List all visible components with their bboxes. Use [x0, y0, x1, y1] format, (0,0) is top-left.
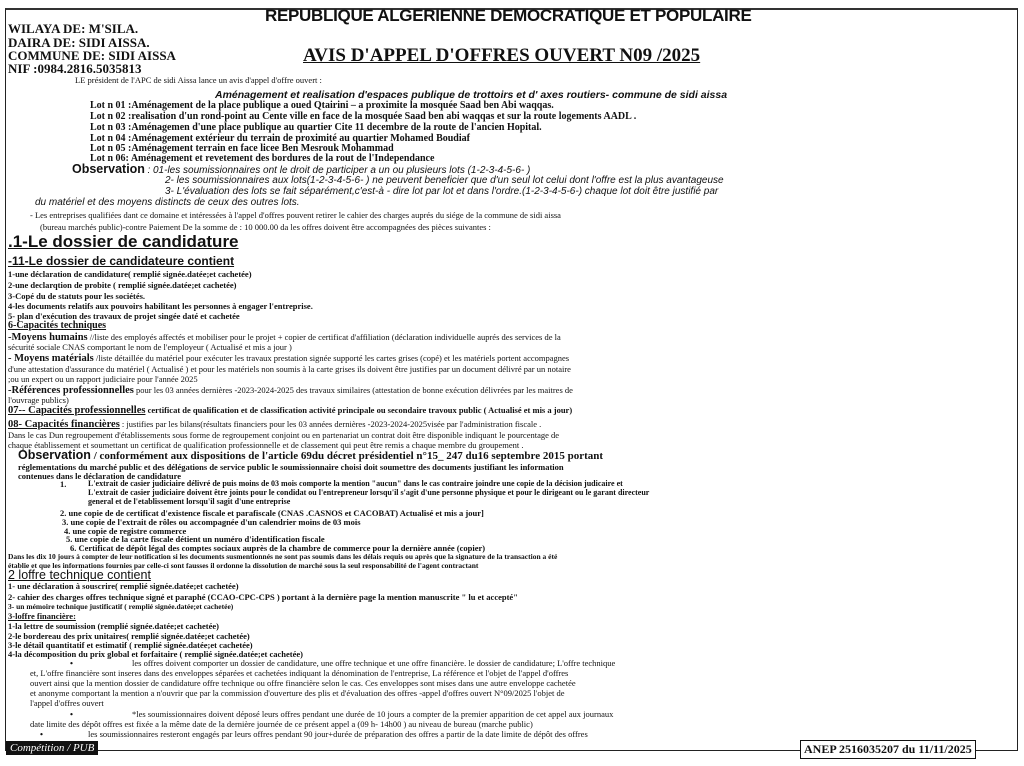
daira: DAIRA DE: SIDI AISSA. [8, 35, 150, 50]
dissolution-text: Dans les dix 10 jours à compter de leur notification si les documents susmentionnés ne sont pas soumis dans les délais requis ou après que la signature de la transaction a été [8, 552, 558, 561]
observation2-line: contenues dans le déclaration de candidature [18, 471, 182, 481]
dossier-item: 1-une déclaration de candidature( remplié signée.datée;et cachetée) [8, 269, 252, 279]
pieces-item: une copie de de certificat d'existence fiscale et parafiscale (CNAS .CASNOS et CACOBAT) Actualisé et mis a jour] [68, 508, 484, 518]
pieces-item: general et de l'etablissement lorsqu'il sagit d'une entreprise [88, 497, 291, 506]
observation2-line: réglementations du marché public et des délégations de service public le soumissionnaire choisi doit soumettre des documents justifiant les information [18, 462, 564, 472]
footer-competition-badge: Compétition / PUB [6, 741, 98, 755]
bullet: • [70, 658, 73, 668]
republic-heading: REPUBLIQUE ALGERIENNE DEMOCRATIQUE ET POPULAIRE [265, 6, 752, 25]
references-text: pour les 03 années dernières -2023-2024-2025 des travaux similaires (attestation de bonne exécution délivrées par les maitres de [133, 385, 573, 395]
capacites-pro-label: 07-- Capacités professionnelles [8, 405, 146, 416]
pieces-item-number: 3. [62, 517, 69, 527]
dossier-item: 3-Copé du de statuts pour les sociétés. [8, 291, 146, 301]
closing-offres: et, L'offre financière sont inseres dans des enveloppes séparées et cachetées indiquant la dénomination de l'entreprise, La référence et l'objet de l'appel d'offres [30, 668, 569, 678]
footer-anep-reference: ANEP 2516035207 du 11/11/2025 [800, 740, 976, 759]
technique-item: 2- cahier des charges offres technique signé et paraphé (CCAO-CPC-CPS ) portant à la dernière page la mention manuscrite " lu et accepté" [8, 592, 518, 602]
pieces-item: L'extrait de casier judiciaire doivent être joints pour le condidat ou l'entrepreneur lorsqu'il s'agit d'une personne physique et pour le dirigeant ou le garant directeur [88, 488, 650, 497]
closing-offres: et anonyme comportant la mention a n'ouvrir que par la commission d'ouverture des plis et d'évaluation des offres -appel d'offres ouvert N°09/2025 l'objet de [30, 688, 565, 698]
capacites-fin-label: 08- Capacités financières [8, 419, 120, 430]
section-offre-technique: 2 loffre technique contient [8, 568, 151, 582]
observation-line: 3- L'évaluation des lots se fait séparément,c'est-à - dire lot par lot et dans l'ordre.(1-2-3-4-5-6-) chaque lot doit être justifié par [165, 186, 719, 197]
lot-item: Lot n 01 :Aménagement de la place publique a oued Qtairini – a proximite la mosquée Saad ben Abi waqqas. [90, 100, 554, 111]
moyens-materiels-text: /liste détaillée du matériel pour exécuter les travaux prestation signée supporté les cartes grises (copé) et les matériels portent accompagnes [93, 353, 570, 363]
bullet: • [70, 709, 73, 719]
commune: COMMUNE DE: SIDI AISSA [8, 48, 176, 63]
moyens-humains-text: sécurité sociale CNAS comportant le nom de l'employeur ( Actualisé et mis a jour ) [8, 342, 292, 352]
bullet: • [40, 729, 43, 739]
dossier-item: 2-une declarqtion de probite ( remplié signée.datée;et cachetée) [8, 280, 237, 290]
notice-title: AVIS D'APPEL D'OFFRES OUVERT N09 /2025 [303, 45, 701, 66]
closing-engagement: les soumissionnaires resteront engagés par leurs offres pendant 90 jour+durée de préparation des offres a partir de la date limite de dépôt des offres [88, 729, 588, 739]
lot-item: Lot n 03 :Aménagemen d'une place publique au quartier Cite 11 decembre de la route de l'ancien Hopital. [90, 122, 542, 133]
pieces-item: une copie de registre commerce [72, 526, 187, 536]
closing-offres: ouvert ainsi que la mention dossier de candidature offre technique ou offre financière selon le cas. Ces enveloppes sont mises dans une autre enveloppe cachetée [30, 678, 576, 688]
observation-line: du matériel et des moyens distincts de ceux des outres lots. [35, 197, 300, 208]
observation-line: : 01-les soumissionnaires ont le droit de participer a un ou plusieurs lots (1-2-3-4-5-6- ) [147, 165, 531, 176]
financiere-item: 1-la lettre de soumission (remplié signée.datée;et cachetée) [8, 621, 219, 631]
pieces-item: L'extrait de casier judiciaire délivré de puis moins de 03 mois comporte la mention "aucun" dans le cas contraire joindre une copie de la décision judicaire et [88, 479, 623, 488]
capacites-techniques-title: 6-Capacités techniques [8, 320, 107, 331]
closing-offres: les offres doivent comporter un dossier de candidature, une offre technique et une offre financière. le dossier de candidature; L'offre technique [132, 658, 616, 668]
pieces-item-number: 1. [60, 479, 67, 489]
financiere-item: 2-le bordereau des prix unitaires( remplié signée.datée;et cachetée) [8, 631, 250, 641]
closing-delai: date limite des dépôt offres est fixée a la même date de la dernière journée de ce présent appel a (09 h- 14h00 ) au niveau de bureau (marche public) [30, 719, 533, 729]
retrait-line: (bureau marchés public)-contre Paiement De la somme de : 10 000.00 da les offres doivent être accompagnées des pièces suivantes : [40, 222, 491, 232]
dossier-item: 5- plan d'exécution des travaux de projet singée daté et cachetée [8, 311, 240, 321]
capacites-pro-text: certificat de qualification et de classification activité principale ou secondaire travoux public ( Actualisé et mis a jour) [145, 405, 573, 415]
dossier-item: 4-les documents relatifs aux pouvoirs habilitant les personnes à engager l'entreprise. [8, 301, 313, 311]
moyens-materiels-text: ;ou un expert ou un rapport judiciaire pour l'année 2025 [8, 374, 198, 384]
observation2-label: Observation [18, 448, 91, 462]
groupement-text: Dans le cas Dun regroupement d'établissements sous forme de regroupement conjoint ou en partenariat un contrat doit être disponible indiquant le pourcentage de [8, 430, 560, 440]
moyens-materiels-text: d'une attestation d'assurance du matériel ( Actualisé ) et pour les matériels non soumis à la carte grises ils doivent être justifies par un document délivré par un notaire [8, 364, 571, 374]
observation2-line: / conformément aux dispositions de l'article 69du décret présidentiel n°15_ 247 du16 septembre 2015 portant [90, 450, 604, 462]
moyens-humains-label: -Moyens humains [8, 332, 88, 343]
intro: LE président de l'APC de sidi Aissa lance un avis d'appel d'offre ouvert : [75, 75, 322, 85]
closing-offres: l'appel d'offres ouvert [30, 698, 104, 708]
lot-item: Lot n 06: Aménagement et revetement des bordures de la rout de l'Independance [90, 153, 435, 164]
groupement-text: chaque établissement et soumettant un certificat de qualification professionnelle et de classement qui peut être remis a chaque membre du groupement . [8, 440, 524, 450]
lot-item: Lot n 02 :realisation d'un rond-point au Cente ville en face de la mosquée Saad ben abi waqqas et sur la route logements AADL . [90, 111, 637, 122]
pieces-item: une copie de la carte fiscale détient un numéro d'identification fiscale [74, 534, 325, 544]
dissolution-text: établie et que les informations fournies par celle-ci sont fausses il ordonne la dissolution de marché sous la seul responsabilité de l'agent contractant [8, 561, 479, 570]
observation-line: 2- les soumissionnaires aux lots(1-2-3-4-5-6- ) ne peuvent beneficier que d'un seul lot celui dont l'offre est la plus avantageuse [165, 175, 724, 186]
pieces-item-number: 6. [70, 543, 77, 553]
references-text: l'ouvrage publics) [8, 395, 69, 405]
moyens-materiels-label: - Moyens matérials [8, 353, 94, 364]
pieces-item-number: 5. [66, 534, 73, 544]
section-offre-financiere: 3-loffre financière: [8, 611, 76, 621]
references-label: -Références professionnelles [8, 385, 134, 396]
project-title: Aménagement et realisation d'espaces publique de trottoirs et d' axes routiers- commune de sidi aissa [215, 89, 728, 101]
lot-item: Lot n 04 :Aménagement extérieur du terrain de proximité au quartier Mohamed Boudiaf [90, 133, 470, 144]
moyens-humains-text: //liste des employés affectés et mobiliser pour le projet + copier de certificat d'affiliation (déclaration individuelle auprés des services de la [87, 332, 561, 342]
retrait-line: - Les entreprises qualifiées dant ce domaine et intéressées à l'appel d'offres pouvent retirer le cahier des charges auprés du siége de la commune de sidi aissa [30, 210, 561, 220]
pieces-item-number: 2. [60, 508, 67, 518]
financiere-item: 4-la décomposition du prix global et forfaitaire ( remplié signée.datée;et cachetée) [8, 649, 303, 659]
capacites-fin-text: : justifies par les bilans(résultats financiers pour les 03 années dernières -2023-2024-2025visée par l'administration fiscale . [119, 419, 542, 429]
wilaya: WILAYA DE: M'SILA. [8, 21, 139, 36]
pieces-item-number: 4. [64, 526, 71, 536]
technique-item: 3- un mémoire technique justificatif ( remplié signée.datée;et cachetée) [8, 602, 234, 611]
nif: NIF :0984.2816.5035813 [8, 61, 142, 76]
financiere-item: 3-le détail quantitatif et estimatif ( remplié signée.datée;et cachetée) [8, 640, 253, 650]
subsection-dossier-contient: -11-Le dossier de candidateure contient [8, 254, 235, 268]
technique-item: 1- une déclaration à souscrire( remplié signée.datée;et cachetée) [8, 581, 239, 591]
pieces-item: une copie de l'extrait de rôles ou accompagnée d'un calendrier moins de 03 mois [70, 517, 361, 527]
lot-item: Lot n 05 :Aménagement terrain en face licee Ben Mesrouk Mohammad [90, 143, 394, 154]
closing-delai: *les soumissionnaires doivent déposé leurs offres pendant une durée de 10 jours a compter de la premier apparition de cet appel aux journaux [132, 709, 614, 719]
section-dossier-candidature: .1-Le dossier de candidature [8, 232, 239, 251]
pieces-item: Certificat de dépôt légal des comptes sociaux auprès de la chambre de commerce pour la dernière année (copier) [78, 543, 486, 553]
observation-label: Observation [72, 162, 145, 176]
